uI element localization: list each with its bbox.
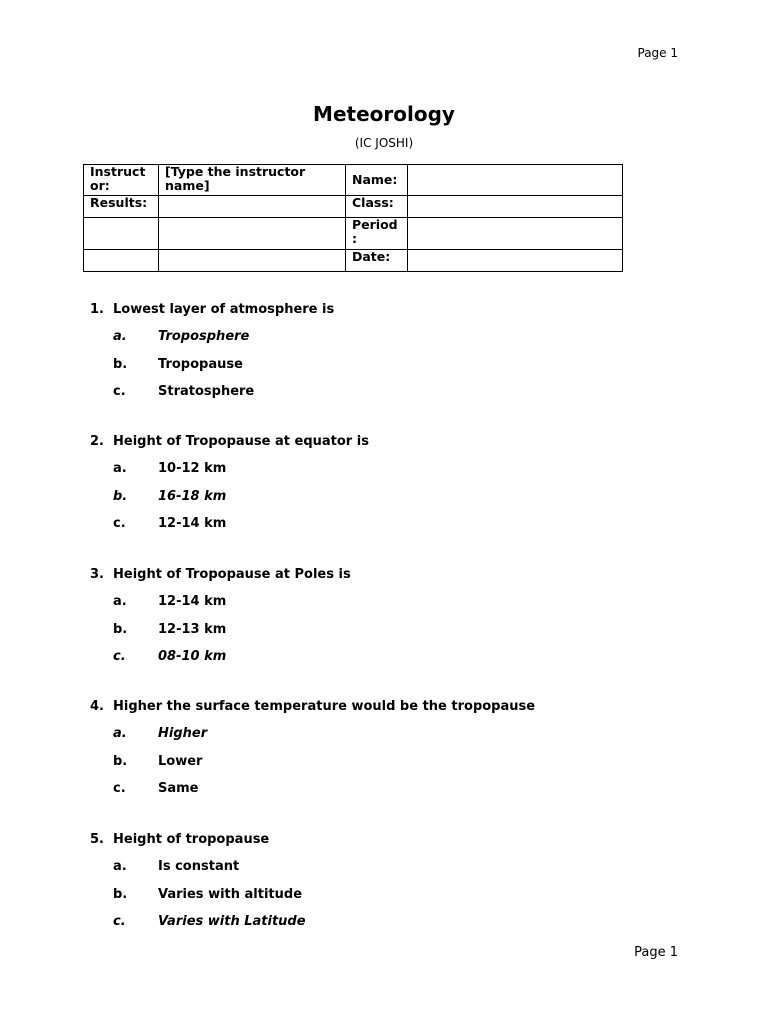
- info-row: [84, 196, 623, 218]
- option-text: 16-18 km: [158, 489, 227, 504]
- option-letter: a.: [113, 726, 127, 741]
- option-letter: c.: [113, 649, 126, 664]
- period-field[interactable]: [408, 218, 623, 250]
- option-letter: a.: [113, 859, 127, 874]
- option-text: Varies with altitude: [158, 887, 303, 902]
- question-5: [90, 832, 269, 847]
- empty-cell: [159, 250, 346, 272]
- question-text: Height of Tropopause at Poles is: [113, 567, 351, 582]
- results-label: Results:: [84, 196, 159, 218]
- class-field[interactable]: [408, 196, 623, 218]
- option-letter: c.: [113, 384, 126, 399]
- option-text: Tropopause: [158, 357, 243, 372]
- instructor-label: Instruct or:: [84, 165, 159, 196]
- question-number: 2.: [90, 434, 104, 449]
- option-text: 12-13 km: [158, 622, 227, 637]
- question-3: [90, 567, 351, 582]
- option-3a: [113, 594, 226, 609]
- option-5a: [113, 859, 239, 874]
- option-letter: c.: [113, 516, 126, 531]
- option-letter: a.: [113, 461, 127, 476]
- option-letter: b.: [113, 357, 128, 372]
- option-text: Varies with Latitude: [158, 914, 306, 929]
- option-text: Higher: [158, 726, 208, 741]
- option-letter: c.: [113, 781, 126, 796]
- option-5c: [113, 914, 306, 929]
- question-2: [90, 434, 369, 449]
- option-letter: b.: [113, 622, 128, 637]
- page-number-header: Page 1: [637, 46, 678, 60]
- question-number: 1.: [90, 302, 104, 317]
- option-1a: [113, 329, 249, 344]
- option-4c: [113, 781, 199, 796]
- option-text: Stratosphere: [158, 384, 255, 399]
- question-number: 5.: [90, 832, 104, 847]
- option-text: Troposphere: [158, 329, 250, 344]
- option-5b: [113, 887, 302, 902]
- page-number-footer: Page 1: [634, 945, 678, 960]
- option-text: Lower: [158, 754, 203, 769]
- date-label: Date:: [346, 250, 408, 272]
- empty-cell: [84, 250, 159, 272]
- class-label: Class:: [346, 196, 408, 218]
- info-row: [84, 250, 623, 272]
- option-letter: b.: [113, 887, 128, 902]
- option-letter: c.: [113, 914, 126, 929]
- option-text: 08-10 km: [158, 649, 227, 664]
- option-3b: [113, 622, 226, 637]
- date-field[interactable]: [408, 250, 623, 272]
- option-text: 12-14 km: [158, 516, 227, 531]
- question-number: 4.: [90, 699, 104, 714]
- document-subtitle: (IC JOSHI): [354, 136, 414, 150]
- option-letter: a.: [113, 329, 127, 344]
- info-row: [84, 165, 623, 196]
- info-row: [84, 218, 623, 250]
- period-label: Period :: [346, 218, 408, 250]
- option-letter: b.: [113, 754, 128, 769]
- option-3c: [113, 649, 226, 664]
- question-text: Height of Tropopause at equator is: [113, 434, 369, 449]
- question-text: Height of tropopause: [113, 832, 270, 847]
- name-field[interactable]: [408, 165, 623, 196]
- option-text: 12-14 km: [158, 594, 227, 609]
- question-number: 3.: [90, 567, 104, 582]
- instructor-value[interactable]: [Type the instructor name]: [159, 165, 346, 196]
- question-4: [90, 699, 535, 714]
- document-title: Meteorology: [313, 102, 455, 126]
- option-text: Is constant: [158, 859, 240, 874]
- name-label: Name:: [346, 165, 408, 196]
- option-2c: [113, 516, 226, 531]
- option-4a: [113, 726, 207, 741]
- option-1b: [113, 357, 243, 372]
- option-text: 10-12 km: [158, 461, 227, 476]
- option-letter: b.: [113, 489, 128, 504]
- question-text: Lowest layer of atmosphere is: [113, 302, 335, 317]
- question-1: [90, 302, 334, 317]
- option-4b: [113, 754, 202, 769]
- empty-cell: [159, 218, 346, 250]
- option-2b: [113, 489, 226, 504]
- option-1c: [113, 384, 254, 399]
- option-text: Same: [158, 781, 199, 796]
- question-text: Higher the surface temperature would be the tropopause: [113, 699, 536, 714]
- empty-cell: [84, 218, 159, 250]
- info-table: [83, 164, 623, 272]
- results-field[interactable]: [159, 196, 346, 218]
- option-letter: a.: [113, 594, 127, 609]
- option-2a: [113, 461, 226, 476]
